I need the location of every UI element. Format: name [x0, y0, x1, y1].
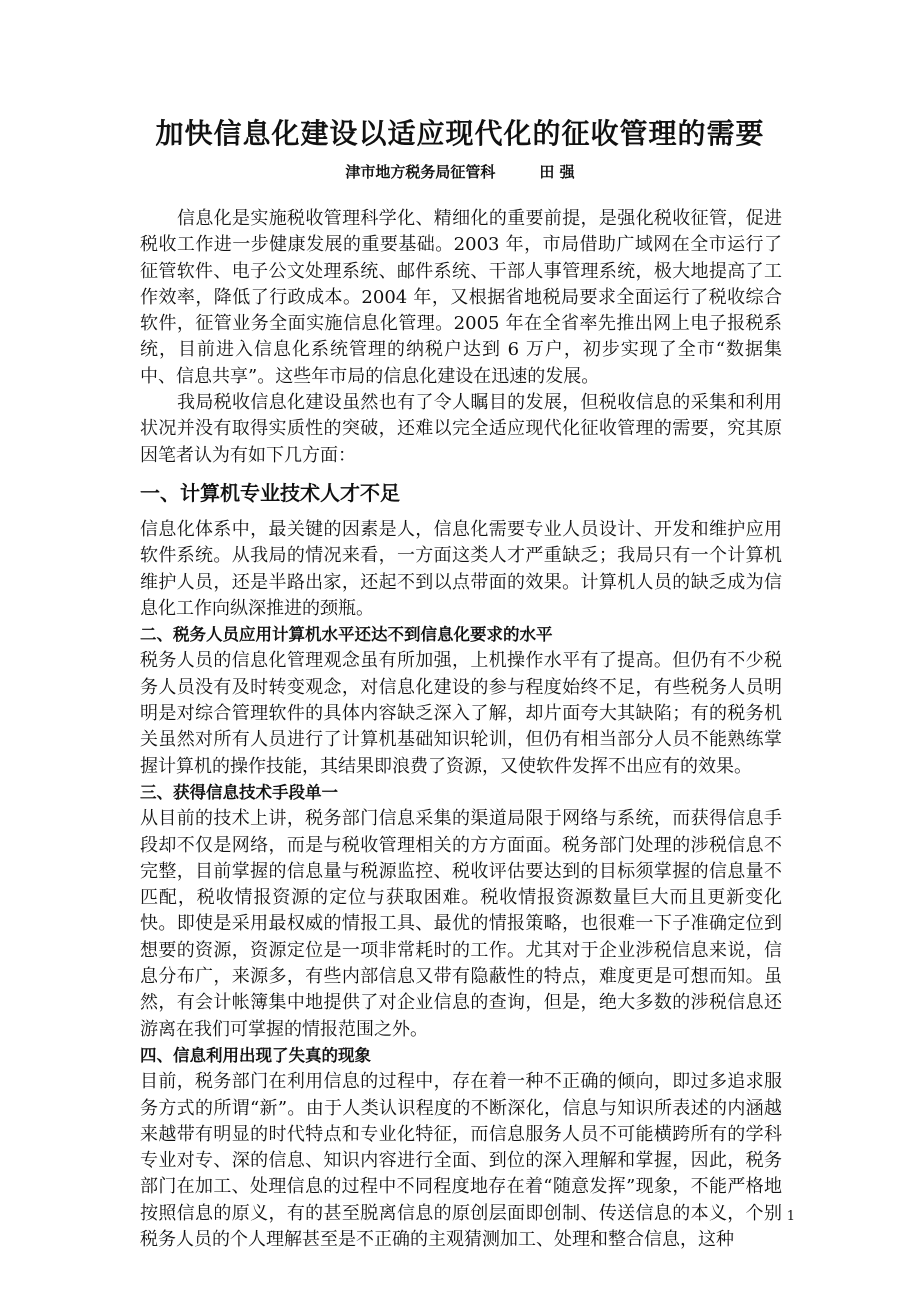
- intro-paragraph: 我局税收信息化建设虽然也有了令人瞩目的发展，但税收信息的采集和利用状况并没有取得实质性的突破，还难以完全适应现代化征收管理的需要，究其原因笔者认为有如下几方面：: [140, 392, 782, 466]
- section-heading: 一、计算机专业技术人才不足: [140, 480, 400, 505]
- section-paragraph: 从目前的技术上讲，税务部门信息采集的渠道局限于网络与系统，而获得信息手段却不仅是网络，而是与税收管理相关的方方面面。税务部门处理的涉税信息不完整，目前掌握的信息量与税源监控、税收评估要达到的目标须掌握的信息量不匹配，税收情报资源的定位与获取困难。税收情报资源数量巨大而且更新变化快。即使是采用最权威的情报工具、最优的情报策略，也很难一下子准确定位到想要的资源，资源定位是一项非常耗时的工作。尤其对于企业涉税信息来说，信息分布广，来源多，有些内部信息又带有隐蔽性的特点，难度更是可想而知。虽然，有会计帐簿集中地提供了对企业信息的查询，但是，绝大多数的涉税信息还游离在我们可掌握的情报范围之外。: [140, 808, 782, 1040]
- document-title: 加快信息化建设以适应现代化的征收管理的需要: [155, 117, 765, 150]
- section-heading: 三、获得信息技术手段单一: [140, 782, 338, 802]
- section-heading: 二、税务人员应用计算机水平还达不到信息化要求的水平: [140, 625, 553, 645]
- author-line: [0, 160, 920, 184]
- author-unit: 津市地方税务局征管科: [345, 163, 496, 181]
- section-paragraph: 信息化体系中，最关键的因素是人，信息化需要专业人员设计、开发和维护应用软件系统。从我局的情况来看，一方面这类人才严重缺乏；我局只有一个计算机维护人员，还是半路出家，还起不到以点带面的效果。计算机人员的缺乏成为信息化工作向纵深推进的颈瓶。: [140, 518, 782, 619]
- author-name: 田 强: [539, 163, 575, 181]
- section-paragraph: 目前，税务部门在利用信息的过程中，存在着一种不正确的倾向，即过多追求服务方式的所谓“新”。由于人类认识程度的不断深化，信息与知识所表述的内涵越来越带有明显的时代特点和专业化特征，而信息服务人员不可能横跨所有的学科专业对专、深的信息、知识内容进行全面、到位的深入理解和掌握，因此，税务部门在加工、处理信息的过程中不同程度地存在着“随意发挥”现象，不能严格地按照信息的原义，有的甚至脱离信息的原创层面即创制、传送信息的本义，个别税务人员的个人理解甚至是不正确的主观猜测加工、处理和整合信息，这种: [140, 1071, 782, 1250]
- section-paragraph: 税务人员的信息化管理观念虽有所加强，上机操作水平有了提高。但仍有不少税务人员没有及时转变观念，对信息化建设的参与程度始终不足，有些税务人员明明是对综合管理软件的具体内容缺乏深入了解，却片面夸大其缺陷；有的税务机关虽然对所有人员进行了计算机基础知识轮训，但仍有相当部分人员不能熟练掌握计算机的操作技能，其结果即浪费了资源，又使软件发挥不出应有的效果。: [140, 650, 782, 777]
- intro-paragraph: 信息化是实施税收管理科学化、精细化的重要前提，是强化税收征管，促进税收工作进一步健康发展的重要基础。2003 年，市局借助广域网在全市运行了征管软件、电子公文处理系统、邮件系统、干部人事管理系统，极大地提高了工作效率，降低了行政成本。2004 年，又根据省地税局要求全面运行了税收综合软件，征管业务全面实施信息化管理。2005 年在全省率先推出网上电子报税系统，目前进入信息化系统管理的纳税户达到 6 万户，初步实现了全市“数据集中、信息共享”。这些年市局的信息化建设在迅速的发展。: [140, 208, 782, 387]
- section-heading: 四、信息利用出现了失真的现象: [140, 1045, 371, 1065]
- document-body: [140, 206, 782, 1253]
- page-number: 1: [786, 1209, 795, 1224]
